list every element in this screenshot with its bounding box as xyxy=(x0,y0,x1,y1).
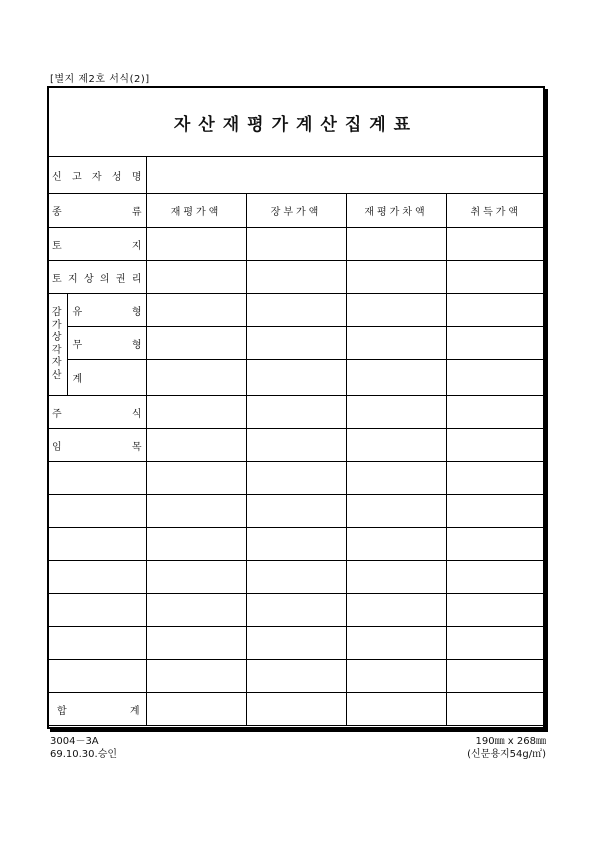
row-label-intangible: 무 형 xyxy=(67,327,146,360)
col-book-value: 장부가액 xyxy=(246,194,346,228)
footer-right xyxy=(420,735,546,761)
cell-input[interactable] xyxy=(47,462,146,495)
cell-input[interactable] xyxy=(446,294,545,327)
cell-input[interactable] xyxy=(346,561,446,594)
table-row-blank xyxy=(47,627,545,660)
cell-input[interactable] xyxy=(246,396,346,429)
cell-input[interactable] xyxy=(146,561,246,594)
cell-input[interactable] xyxy=(346,627,446,660)
table-row-subtotal xyxy=(47,360,545,396)
cell-input[interactable] xyxy=(446,327,545,360)
row-label-subtotal: 계 xyxy=(67,360,146,396)
cell-input[interactable] xyxy=(246,261,346,294)
cell-input[interactable] xyxy=(146,261,246,294)
page-title: 자산재평가계산집계표 xyxy=(173,114,419,135)
col-revaluation-amount: 재평가액 xyxy=(146,194,246,228)
cell-input[interactable] xyxy=(146,396,246,429)
cell-input[interactable] xyxy=(346,360,446,396)
cell-input[interactable] xyxy=(47,660,146,693)
cell-input[interactable] xyxy=(146,693,246,726)
frame-shadow-right xyxy=(545,89,548,732)
cell-input[interactable] xyxy=(346,396,446,429)
cell-input[interactable] xyxy=(346,693,446,726)
cell-input[interactable] xyxy=(446,396,545,429)
paper-size: 190㎜ x 268㎜ xyxy=(475,736,546,747)
cell-input[interactable] xyxy=(346,462,446,495)
table-row-blank xyxy=(47,495,545,528)
row-label-stock: 주 식 xyxy=(47,396,146,429)
cell-input[interactable] xyxy=(346,528,446,561)
cell-input[interactable] xyxy=(47,561,146,594)
paper-type: (신문용지54g/㎡) xyxy=(467,749,546,760)
cell-input[interactable] xyxy=(246,561,346,594)
table-row-blank xyxy=(47,660,545,693)
cell-input[interactable] xyxy=(246,495,346,528)
table-row-total xyxy=(47,693,545,726)
cell-input[interactable] xyxy=(246,528,346,561)
approval-date: 69.10.30.승인 xyxy=(50,749,118,760)
cell-input[interactable] xyxy=(47,594,146,627)
table-row-blank xyxy=(47,561,545,594)
cell-input[interactable] xyxy=(446,495,545,528)
cell-input[interactable] xyxy=(246,327,346,360)
cell-input[interactable] xyxy=(446,462,545,495)
table-row-tangible xyxy=(47,294,545,327)
table-row-stock xyxy=(47,396,545,429)
cell-input[interactable] xyxy=(246,627,346,660)
depreciable-assets-label: 감 가 상 각 자 산 xyxy=(47,294,67,396)
cell-input[interactable] xyxy=(446,660,545,693)
reporter-label-text: 신 고 자 성 명 xyxy=(52,171,142,183)
cell-input[interactable] xyxy=(146,627,246,660)
row-label-land: 토 지 xyxy=(47,228,146,261)
table-row-timber xyxy=(47,429,545,462)
cell-input[interactable] xyxy=(246,294,346,327)
cell-input[interactable] xyxy=(346,294,446,327)
table-row-intangible xyxy=(47,327,545,360)
cell-input[interactable] xyxy=(346,327,446,360)
cell-input[interactable] xyxy=(346,594,446,627)
cell-input[interactable] xyxy=(446,261,545,294)
cell-input[interactable] xyxy=(446,228,545,261)
reporter-label xyxy=(47,157,146,194)
cell-input[interactable] xyxy=(246,228,346,261)
cell-input[interactable] xyxy=(446,360,545,396)
cell-input[interactable] xyxy=(146,360,246,396)
cell-input[interactable] xyxy=(446,429,545,462)
table-row-land-rights xyxy=(47,261,545,294)
col-revaluation-difference: 재평가차액 xyxy=(346,194,446,228)
table-row-blank xyxy=(47,528,545,561)
reporter-row xyxy=(47,157,545,194)
cell-input[interactable] xyxy=(146,327,246,360)
cell-input[interactable] xyxy=(446,594,545,627)
table-row-blank xyxy=(47,462,545,495)
col-acquisition-cost: 취득가액 xyxy=(446,194,545,228)
cell-input[interactable] xyxy=(246,594,346,627)
cell-input[interactable] xyxy=(47,495,146,528)
cell-input[interactable] xyxy=(47,528,146,561)
cell-input[interactable] xyxy=(146,594,246,627)
form-label: [별지 제2호 서식(2)] xyxy=(50,74,150,85)
cell-input[interactable] xyxy=(346,261,446,294)
row-label-total: 합 계 xyxy=(47,693,146,726)
summary-table xyxy=(47,156,545,726)
cell-input[interactable] xyxy=(346,228,446,261)
cell-input[interactable] xyxy=(146,228,246,261)
footer-left xyxy=(50,735,117,761)
cell-input[interactable] xyxy=(446,693,545,726)
cell-input[interactable] xyxy=(47,627,146,660)
reporter-name-field[interactable] xyxy=(146,157,545,194)
cell-input[interactable] xyxy=(146,660,246,693)
table-row-blank xyxy=(47,594,545,627)
cell-input[interactable] xyxy=(246,429,346,462)
row-label-timber: 임 목 xyxy=(47,429,146,462)
cell-input[interactable] xyxy=(446,627,545,660)
cell-input[interactable] xyxy=(246,360,346,396)
cell-input[interactable] xyxy=(246,660,346,693)
cell-input[interactable] xyxy=(446,561,545,594)
cell-input[interactable] xyxy=(146,462,246,495)
row-label-land-rights: 토 지 상 의 권 리 xyxy=(47,261,146,294)
cell-input[interactable] xyxy=(446,528,545,561)
table-row-land xyxy=(47,228,545,261)
cell-input[interactable] xyxy=(346,429,446,462)
cell-input[interactable] xyxy=(346,660,446,693)
row-label-tangible: 유 형 xyxy=(67,294,146,327)
cell-input[interactable] xyxy=(146,495,246,528)
cell-input[interactable] xyxy=(246,462,346,495)
cell-input[interactable] xyxy=(146,528,246,561)
cell-input[interactable] xyxy=(246,693,346,726)
cell-input[interactable] xyxy=(146,429,246,462)
form-code: 3004－3A xyxy=(50,736,99,747)
category-header: 종 류 xyxy=(47,194,146,228)
cell-input[interactable] xyxy=(146,294,246,327)
frame-shadow-bottom xyxy=(50,729,548,732)
cell-input[interactable] xyxy=(346,495,446,528)
header-row xyxy=(47,194,545,228)
